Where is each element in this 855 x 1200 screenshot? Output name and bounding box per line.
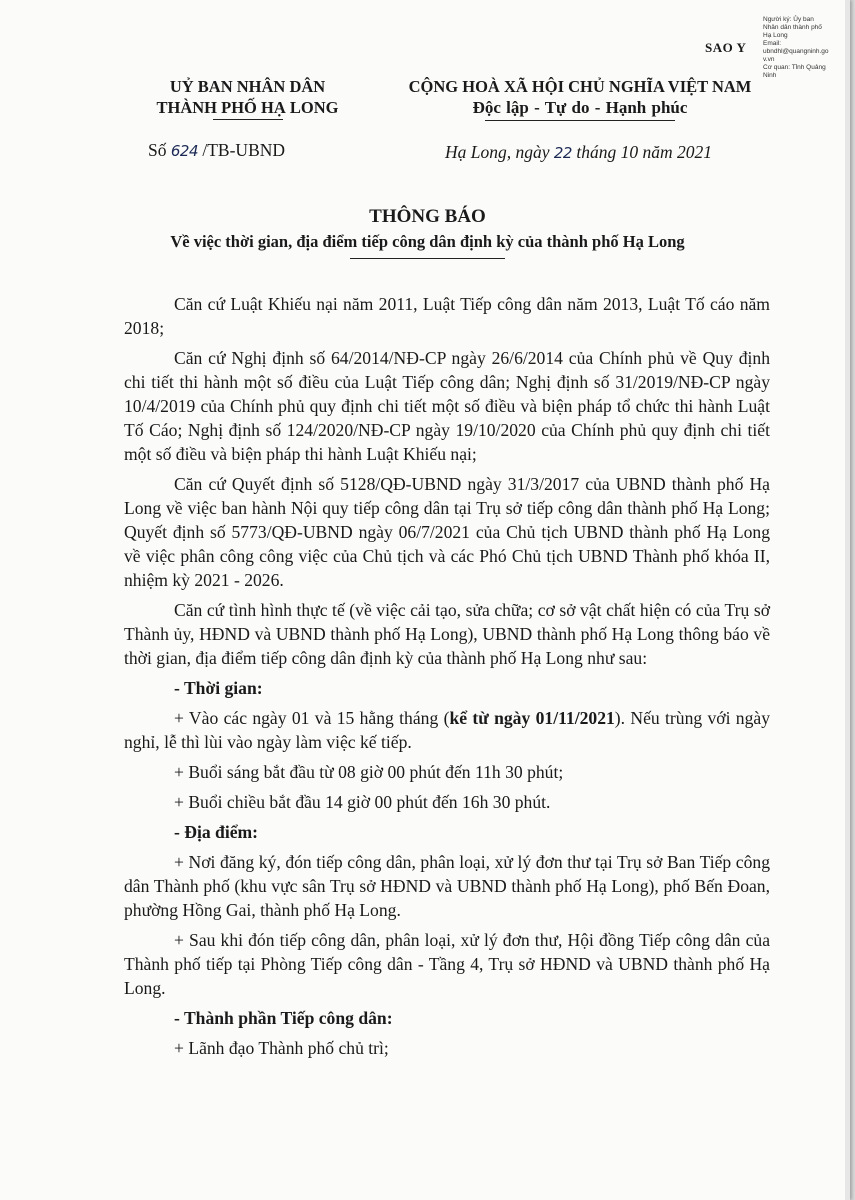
- document-subtitle: Về việc thời gian, địa điểm tiếp công dân định kỳ của thành phố Hạ Long: [170, 232, 685, 251]
- digital-signature-note: [763, 16, 847, 80]
- time-item-2: + Buổi sáng bắt đầu từ 08 giờ 00 phút đến 11h 30 phút;: [174, 762, 564, 782]
- paragraph-legal-basis-2: Căn cứ Nghị định số 64/2014/NĐ-CP ngày 26/6/2014 của Chính phủ về Quy định chi tiết thi hành một số điều của Luật Tiếp công dân; Nghị định số 31/2019/NĐ-CP ngày 10/4/2019 của Chính phủ quy định chi tiết một số điều và biện pháp tổ chức thi hành Luật Tố Cáo; Nghị định số 124/2020/NĐ-CP ngày 19/10/2020 của Chính phủ quy định chi tiết một số điều và biện pháp thi hành Luật Khiếu nại;: [124, 348, 770, 464]
- issuer-underline: [213, 119, 283, 120]
- issuer-line-2: THÀNH PHỐ HẠ LONG: [156, 98, 339, 117]
- member-item-1: + Lãnh đạo Thành phố chủ trì;: [174, 1038, 389, 1058]
- document-title: THÔNG BÁO: [369, 206, 486, 227]
- paragraph-legal-basis-3: Căn cứ Quyết định số 5128/QĐ-UBND ngày 31/3/2017 của UBND thành phố Hạ Long về việc ban hành Nội quy tiếp công dân tại Trụ sở tiếp công dân thành phố Hạ Long; Quyết định số 5773/QĐ-UBND ngày 06/7/2021 của Chủ tịch UBND thành phố Hạ Long về việc phân công công việc của Chủ tịch và các Phó Chủ tịch UBND Thành phố khóa II, nhiệm kỳ 2021 - 2026.: [124, 474, 770, 590]
- signature-line: Ninh: [763, 72, 777, 79]
- signature-line: ubndhl@quangninh.go: [763, 48, 829, 55]
- time-item-1-text-a: + Vào các ngày 01 và 15 hằng tháng (: [174, 708, 450, 728]
- time-item-1: [124, 706, 770, 754]
- national-title: CỘNG HOÀ XÃ HỘI CHỦ NGHĨA VIỆT NAM: [408, 77, 752, 96]
- doc-number-suffix: /TB-UBND: [198, 140, 286, 160]
- signature-line: Hạ Long: [763, 32, 788, 39]
- signature-line: v.vn: [763, 56, 775, 63]
- date-prefix: Hạ Long, ngày: [445, 142, 554, 162]
- signature-line: Cơ quan: Tỉnh Quảng: [763, 64, 826, 71]
- time-item-1-text-c: ). Nếu trùng với ngày nghỉ, lễ thì lùi vào ngày làm việc kế tiếp.: [124, 708, 771, 752]
- place-item-1: + Nơi đăng ký, đón tiếp công dân, phân loại, xử lý đơn thư tại Trụ sở Ban Tiếp công dân Thành phố (khu vực sân Trụ sở HĐND và UBND thành phố Hạ Long), phố Bến Đoan, phường Hồng Gai, thành phố Hạ Long.: [124, 852, 770, 920]
- issuer-header: [140, 76, 355, 120]
- title-underline: [350, 258, 505, 259]
- time-item-1-start-date: kể từ ngày 01/11/2021: [449, 708, 615, 728]
- issuer-line-1: UỶ BAN NHÂN DÂN: [169, 77, 326, 96]
- motto-underline: [485, 120, 675, 121]
- place-item-2: + Sau khi đón tiếp công dân, phân loại, xử lý đơn thư, Hội đồng Tiếp công dân của Thành phố tiếp tại Phòng Tiếp công dân - Tầng 4, Trụ sở HĐND và UBND thành phố Hạ Long.: [124, 930, 770, 998]
- national-header: [390, 76, 770, 121]
- time-item-3: + Buổi chiều bắt đầu 14 giờ 00 phút đến 16h 30 phút.: [174, 792, 551, 812]
- paragraph-announcement: Căn cứ tình hình thực tế (về việc cải tạo, sửa chữa; cơ sở vật chất hiện có của Trụ sở Thành ủy, HĐND và UBND thành phố Hạ Long), UBND thành phố Hạ Long thông báo về thời gian, địa điểm tiếp công dân định kỳ của thành phố Hạ Long như sau:: [124, 600, 770, 668]
- copy-stamp: SAO Y: [705, 40, 747, 55]
- signature-line: Email:: [763, 40, 782, 47]
- heading-members: - Thành phần Tiếp công dân:: [174, 1008, 393, 1028]
- date-day-handwritten: 22: [553, 144, 572, 162]
- national-motto: Độc lập - Tự do - Hạnh phúc: [472, 98, 688, 117]
- date-suffix: tháng 10 năm 2021: [571, 142, 712, 162]
- document-number: [148, 140, 285, 161]
- document-body: [124, 292, 770, 1066]
- document-date: [445, 142, 712, 163]
- doc-number-handwritten: 624: [170, 142, 198, 160]
- heading-time: - Thời gian:: [174, 678, 263, 698]
- paragraph-legal-basis-1: Căn cứ Luật Khiếu nại năm 2011, Luật Tiếp công dân năm 2013, Luật Tố cáo năm 2018;: [124, 294, 770, 338]
- signature-line: Nhân dân thành phố: [763, 24, 822, 31]
- heading-place: - Địa điểm:: [174, 822, 259, 842]
- signature-line: Người ký: Ủy ban: [763, 16, 814, 23]
- doc-number-prefix: Số: [148, 140, 171, 160]
- page-edge: [845, 0, 850, 1200]
